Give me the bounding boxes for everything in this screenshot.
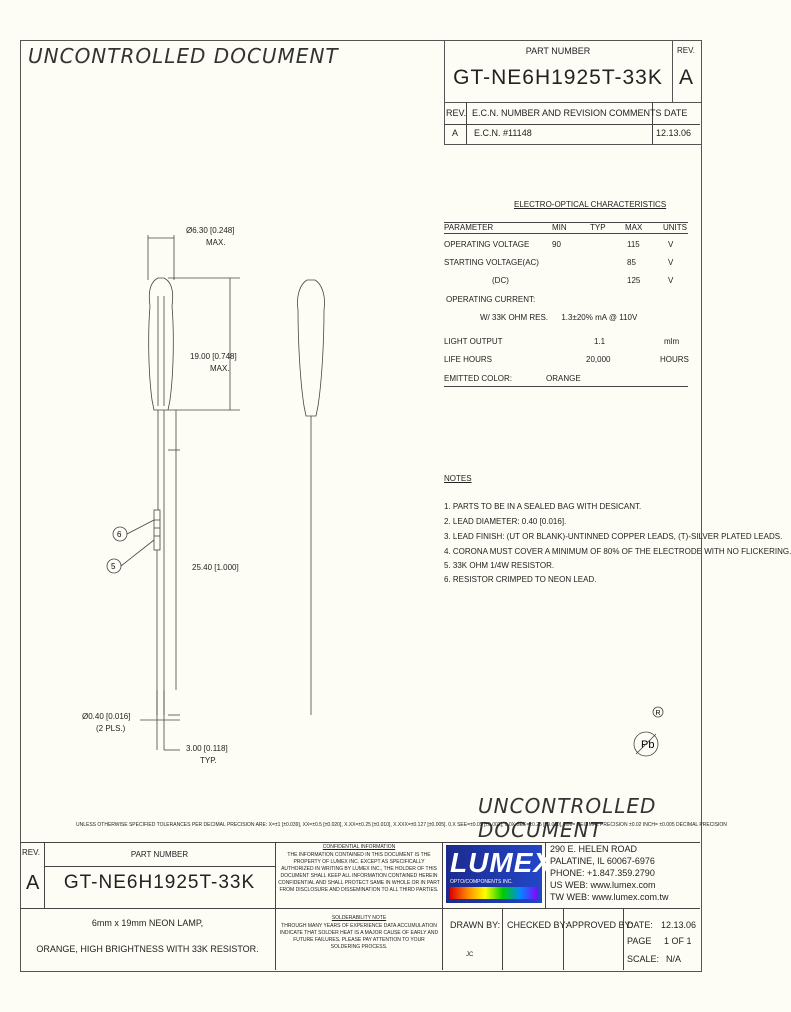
dim-lead-dia: Ø0.40 [0.016] <box>82 712 131 721</box>
char-row2-typ: 20,000 <box>586 355 611 364</box>
checked-by-label: CHECKED BY: <box>507 920 568 930</box>
char-row-units: V <box>668 276 674 285</box>
dim-resistor: 3.00 [0.118] <box>186 744 228 753</box>
note-item: 2. LEAD DIAMETER: 0.40 [0.016]. <box>444 517 567 526</box>
lumex-logo-rainbow <box>450 887 538 899</box>
char-row2-units: HOURS <box>660 355 689 364</box>
dim-lead-dia-note: (2 PLS.) <box>96 724 126 733</box>
rohs-mark <box>630 704 666 764</box>
char-header-param: PARAMETER <box>444 223 494 232</box>
description-line1: 6mm x 19mm NEON LAMP, <box>91 918 204 928</box>
confidential-title: CONFIDENTIAL INFORMATION <box>322 844 396 850</box>
footer-part-number-label: PART NUMBER <box>130 850 189 859</box>
rev-table-header-date: DATE <box>664 108 688 118</box>
description-line2: ORANGE, HIGH BRIGHTNESS WITH 33K RESISTOR. <box>36 944 259 954</box>
rev-value-top: A <box>678 66 693 89</box>
char-row-max: 115 <box>627 240 640 249</box>
drawn-by-label: DRAWN BY: <box>450 920 501 930</box>
lamp-drawing <box>80 210 440 780</box>
rev-table-row-comment: E.C.N. #11148 <box>474 128 532 138</box>
char-row-param: STARTING VOLTAGE(AC) <box>444 258 539 267</box>
date-label: DATE: <box>627 920 653 930</box>
address-line2: PALATINE, IL 60067-6976 <box>550 856 655 866</box>
dim-diameter-note: MAX. <box>206 238 226 247</box>
char-current-value: W/ 33K OHM RES. 1.3±20% mA @ 110V <box>480 313 638 322</box>
char-row2-typ: 1.1 <box>594 337 606 346</box>
char-row-param: (DC) <box>492 276 509 285</box>
char-row2-param: EMITTED COLOR: <box>444 374 513 383</box>
date-value: 12.13.06 <box>661 920 697 930</box>
note-item: 3. LEAD FINISH: (UT OR BLANK)-UNTINNED COPPER LEADS, (T)-SILVER PLATED LEADS. <box>444 532 783 541</box>
char-header-typ: TYP <box>590 223 606 232</box>
lamp-body-side <box>297 280 324 416</box>
lumex-logo-tagline: OPTO/COMPONENTS INC. <box>450 879 513 885</box>
note-item: 6. RESISTOR CRIMPED TO NEON LEAD. <box>444 575 597 584</box>
scale-label: SCALE: <box>627 954 660 964</box>
footer-part-number: GT-NE6H1925T-33K <box>63 872 256 893</box>
lumex-logo-text: LUMEX <box>450 847 553 878</box>
char-row-max: 125 <box>627 276 641 285</box>
confidential-text: THE INFORMATION CONTAINED IN THIS DOCUMENT IS THE PROPERTY OF LUMEX INC. EXCEPT AS SPECIFICALLY AUTHORIZED IN WRITING BY LUMEX INC., THE HOLDER OF THIS DOCUMENT SHALL KEEP ALL INFORMATION CONTAINED HEREIN CONFIDENTIAL AND SHALL PROTECT SAME IN WHOLE OR IN PART FROM DISCLOSURE AND DISSEMINATION TO ALL THIRD PARTIES. <box>278 852 440 893</box>
dim-diameter: Ø6.30 [0.248] <box>186 226 235 235</box>
page-value: 1 OF 1 <box>664 936 692 946</box>
svg-text:R: R <box>655 710 661 717</box>
dim-resistor-note: TYP. <box>200 756 217 765</box>
rev-label-top: REV. <box>677 46 695 55</box>
callout-6: 6 <box>117 530 122 539</box>
lamp-body-front <box>149 278 174 410</box>
characteristics-title: ELECTRO-OPTICAL CHARACTERISTICS <box>514 200 667 209</box>
char-row-units: V <box>668 258 674 267</box>
tolerance-note: UNLESS OTHERWISE SPECIFIED TOLERANCES PER DECIMAL PRECISION ARE: X=±1 [±0.039], XX=±0.5 [±0.020], X.XX=±0.25 [±0.010], X.XXX=±0.127 [±0.005]. 0.X SEE=±0.05 [±0.002], 0.0X SEE=±0.25 [±0.010], MM= DECIMAL PRECISION ±0.02 INCH= ±0.005 DECIMAL PRECISION <box>76 822 727 828</box>
watermark-bottom: UNCONTROLLED DOCUMENT <box>478 794 657 842</box>
drawn-by-value: JC <box>466 952 474 958</box>
note-item: 5. 33K OHM 1/4W RESISTOR. <box>444 561 555 570</box>
approved-by-label: APPROVED BY: <box>566 920 633 930</box>
rev-table-row-rev: A <box>452 128 459 138</box>
dim-length-note: MAX. <box>210 364 230 373</box>
char-row-param: OPERATING VOLTAGE <box>444 240 530 249</box>
part-number-label-top: PART NUMBER <box>525 46 591 56</box>
char-row2-param: LIFE HOURS <box>444 355 493 364</box>
resistor <box>154 510 160 550</box>
scale-value: N/A <box>666 954 682 964</box>
char-row-min: 90 <box>552 240 561 249</box>
notes-title: NOTES <box>444 474 472 483</box>
rev-table-header-comments: E.C.N. NUMBER AND REVISION COMMENTS <box>472 108 662 118</box>
rev-table-header-rev: REV. <box>446 108 467 118</box>
solderability-title: SOLDERABILITY NOTE <box>331 915 387 921</box>
address-line1: 290 E. HELEN ROAD <box>550 844 638 854</box>
phone: PHONE: +1.847.359.2790 <box>550 868 655 878</box>
dim-length: 19.00 [0.748] <box>190 352 237 361</box>
page-label: PAGE <box>627 936 652 946</box>
char-row-units: V <box>668 240 674 249</box>
callout-5: 5 <box>111 562 116 571</box>
char-row2-units: mlm <box>664 337 680 346</box>
char-current-label: OPERATING CURRENT: <box>446 295 536 304</box>
char-row-max: 85 <box>627 258 636 267</box>
svg-text:Pb: Pb <box>641 739 655 751</box>
tw-web-link[interactable]: TW WEB: www.lumex.com.tw <box>550 892 669 902</box>
char-row2-typ: ORANGE <box>546 374 581 383</box>
us-web-link[interactable]: US WEB: www.lumex.com <box>550 880 656 890</box>
char-header-max: MAX <box>625 223 643 232</box>
char-header-min: MIN <box>552 223 567 232</box>
footer-rev-label: REV. <box>22 848 40 857</box>
char-header-units: UNITS <box>663 223 687 232</box>
part-number-top: GT-NE6H1925T-33K <box>453 66 663 89</box>
watermark-top: UNCONTROLLED DOCUMENT <box>28 44 339 68</box>
note-item: 4. CORONA MUST COVER A MINIMUM OF 80% OF THE ELECTRODE WITH NO FLICKERING. <box>444 547 791 556</box>
footer-rev-value: A <box>26 872 40 894</box>
note-item: 1. PARTS TO BE IN A SEALED BAG WITH DESICANT. <box>444 502 642 511</box>
lumex-logo <box>446 845 553 903</box>
rev-table-row-date: 12.13.06 <box>656 128 692 138</box>
dim-lead: 25.40 [1.000] <box>192 563 239 572</box>
solderability-text: THROUGH MANY YEARS OF EXPERIENCE DATA ACCUMULATION INDICATE THAT SOLDER HEAT IS A MAJOR CAUSE OF EARLY AND FUTURE FAILURES. PLEASE PAY ATTENTION TO YOUR SOLDERING PROCESS. <box>279 923 439 950</box>
char-row2-param: LIGHT OUTPUT <box>444 337 503 346</box>
